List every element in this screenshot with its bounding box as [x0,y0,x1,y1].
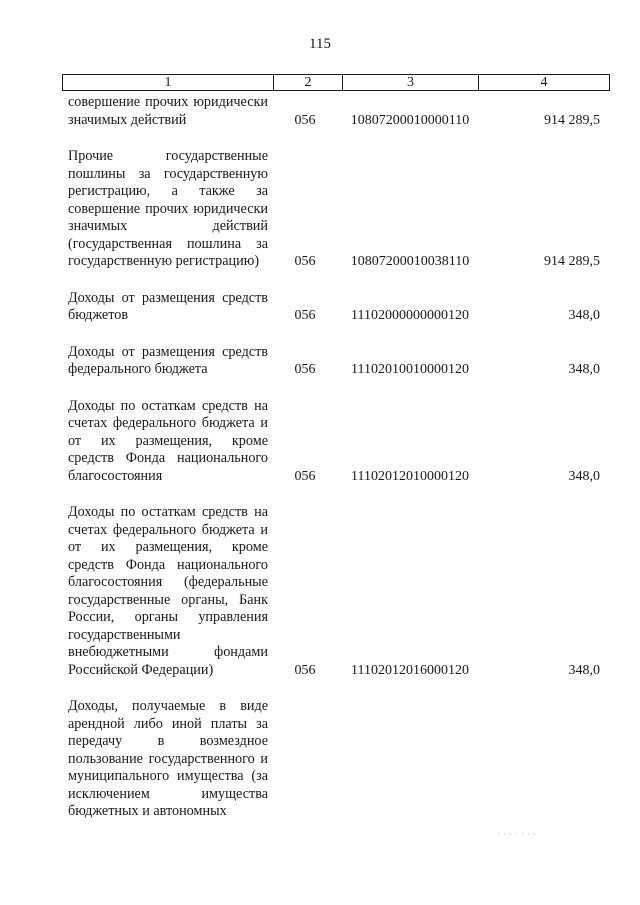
row-description: Прочие государственные пошлины за государственную регистрацию, а также за совершение прочих юридически значимых действий (государственная пошлина за государственную регистрацию) [68,148,268,269]
row-kbk-code: 10807200010038110 [350,254,470,269]
row-amount: 914 289,5 [544,112,600,128]
row-admin-code: 056 [294,308,316,323]
row-kbk-code: 11102010010000120 [351,362,469,377]
row-amount: 348,0 [568,362,600,377]
row-kbk-code: 11102012010000120 [351,468,469,484]
scan-artifact [498,833,538,835]
table-row [62,290,610,325]
table-body [62,94,610,840]
row-admin-code: 056 [294,254,316,269]
row-description: Доходы от размещения средств федерального бюджета [68,343,268,377]
table-row [62,504,610,679]
row-amount: 914 289,5 [544,254,600,269]
row-description: Доходы, получаемые в виде арендной либо иной платы за передачу в возмездное пользование государственного и муниципального имущества (за исключением имущества бюджетных и автономных [68,698,268,819]
row-kbk-code: 10807200010000110 [350,112,470,128]
row-admin-code: 056 [294,662,316,678]
table-row [62,148,610,271]
header-col-1: 1 [63,75,274,90]
header-col-2: 2 [274,75,343,90]
row-description: Доходы по остаткам средств на счетах федерального бюджета и от их размещения, кроме средств Фонда национального благосостояния (федеральные государственные органы, Банк России, органы управления государственными внебюджетными фондами Российской Федерации) [68,504,268,678]
row-description: совершение прочих юридически значимых действий [68,94,268,128]
table-row [62,698,610,821]
header-col-4: 4 [540,75,548,90]
row-amount: 348,0 [568,468,600,484]
row-kbk-code: 11102012016000120 [351,662,469,678]
page-number: 115 [309,36,331,52]
row-kbk-code: 11102000000000120 [351,308,469,323]
row-admin-code: 056 [294,112,316,128]
row-admin-code: 056 [294,362,316,377]
table-row [62,94,610,129]
row-description: Доходы по остаткам средств на счетах федерального бюджета и от их размещения, кроме средств Фонда национального благосостояния [68,397,268,484]
table-row [62,344,610,379]
table-row [62,398,610,486]
row-amount: 348,0 [568,662,600,678]
row-amount: 348,0 [568,308,600,323]
row-admin-code: 056 [294,468,316,484]
row-description: Доходы от размещения средств бюджетов [68,289,268,323]
header-col-3: 3 [343,75,479,90]
table-header [62,74,610,91]
